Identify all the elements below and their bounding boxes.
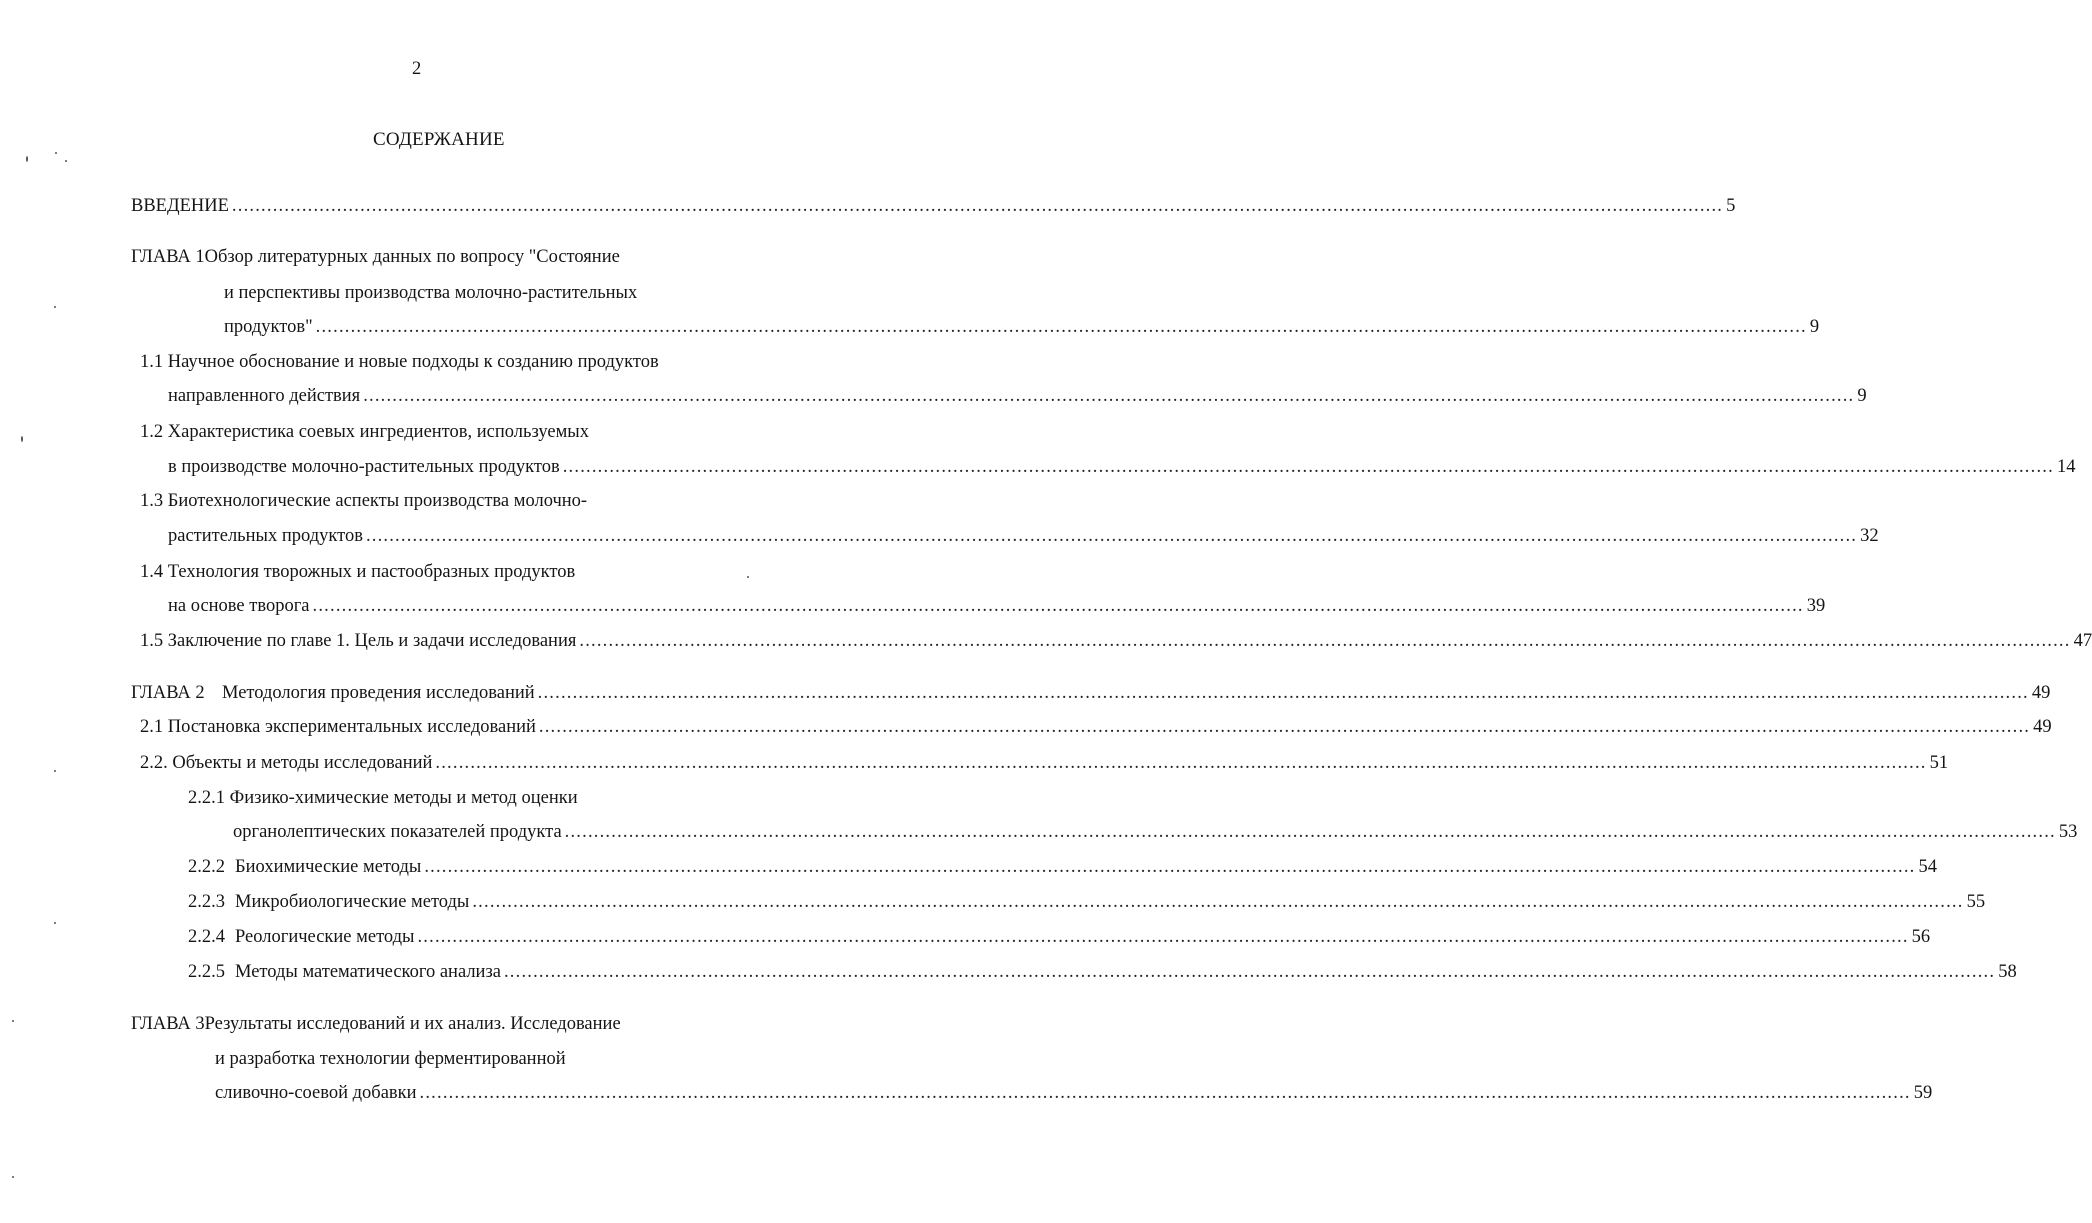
toc-entry-page: 5 (1726, 196, 1736, 216)
scan-speck (54, 770, 56, 772)
scan-speck (54, 922, 56, 924)
toc-entry-page: 59 (1913, 1083, 1933, 1103)
toc-entry-2-2-4[interactable] (188, 927, 1931, 947)
toc-entry-page: 55 (1966, 892, 1986, 912)
leader-dots: ................................................................................................................................................................................................................................................................ (562, 457, 2054, 477)
leader-dots: ................................................................................................................................................................................................................................................................ (579, 631, 2071, 651)
toc-entry-title: Реологические методы (235, 927, 415, 947)
leader-dots: ................................................................................................................................................................................................................................................................ (564, 822, 2056, 842)
toc-entry-title: сливочно-соевой добавки (215, 1083, 417, 1103)
leader-dots: ................................................................................................................................................................................................................................................................ (435, 753, 1927, 773)
scan-speck (55, 152, 57, 154)
leader-dots: ................................................................................................................................................................................................................................................................ (419, 1083, 1911, 1103)
toc-chapter-3-heading[interactable] (131, 1015, 621, 1034)
chapter-title-line: Результаты исследований и их анализ. Исследование (204, 1014, 621, 1034)
toc-entry-intro[interactable] (131, 196, 1736, 216)
toc-entry-2-2-1[interactable] (233, 822, 2078, 842)
toc-entry-title-line: 1.3 Биотехнологические аспекты производства молочно- (140, 491, 588, 511)
toc-chapter-1-heading[interactable] (131, 248, 620, 267)
toc-entry-title-line: 1.4 Технология творожных и пастообразных продуктов (140, 562, 576, 582)
toc-entry-chapter-1[interactable] (224, 317, 1820, 337)
scan-speck (21, 436, 23, 442)
toc-entry-2-1[interactable] (140, 717, 2052, 737)
scan-speck (65, 160, 67, 162)
toc-entry-1-2[interactable] (168, 457, 2076, 477)
toc-entry-2-2-5[interactable] (188, 962, 2017, 982)
toc-entry-title: Методы математического анализа (235, 962, 501, 982)
toc-entry-1-3[interactable] (168, 526, 1879, 546)
toc-entry-title: продуктов" (224, 317, 313, 337)
toc-entry-title-line: 2.2.1 Физико-химические методы и метод оценки (188, 788, 578, 808)
toc-entry-title: Методология проведения исследований (222, 683, 535, 703)
toc-entry-page: 39 (1806, 596, 1826, 616)
toc-entry-page: 47 (2073, 631, 2092, 651)
scan-speck (12, 1176, 14, 1178)
toc-entry-title: направленного действия (168, 386, 361, 406)
toc-entry-2-2-3[interactable] (188, 892, 1986, 912)
toc-entry-title: Микробиологические методы (235, 892, 470, 912)
toc-entry-page: 9 (1809, 317, 1820, 337)
toc-entry-page: 58 (1998, 962, 2017, 982)
toc-entry-page: 49 (2033, 717, 2052, 737)
section-number: 2.2.3 (188, 892, 225, 912)
leader-dots: ................................................................................................................................................................................................................................................................ (315, 317, 1807, 337)
toc-entry-title: органолептических показателей продукта (233, 822, 562, 842)
toc-entry-title: на основе творога (168, 596, 310, 616)
toc-entry-chapter-3[interactable] (215, 1083, 1933, 1103)
leader-dots: ................................................................................................................................................................................................................................................................ (503, 962, 1996, 982)
leader-dots: ................................................................................................................................................................................................................................................................ (538, 717, 2031, 737)
leader-dots: ................................................................................................................................................................................................................................................................ (424, 857, 1916, 877)
toc-entry-page: 14 (2056, 457, 2076, 477)
page-title: СОДЕРЖАНИЕ (373, 129, 505, 150)
toc-entry-page: 9 (1857, 386, 1867, 406)
chapter-label: ГЛАВА 2 (131, 683, 205, 703)
chapter-label: ГЛАВА 3 (131, 1014, 205, 1034)
toc-entry-page: 51 (1929, 753, 1949, 773)
toc-entry-title: 1.5 Заключение по главе 1. Цель и задачи исследования (140, 631, 577, 651)
toc-entry-1-4[interactable] (168, 596, 1826, 616)
leader-dots: ................................................................................................................................................................................................................................................................ (363, 386, 1855, 406)
chapter-label: ГЛАВА 1 (131, 247, 205, 267)
toc-entry-title: 2.1 Постановка экспериментальных исследований (140, 717, 536, 737)
toc-entry-title-line: 1.2 Характеристика соевых ингредиентов, используемых (140, 422, 589, 442)
toc-entry-page: 54 (1918, 857, 1938, 877)
toc-entry-1-5[interactable] (140, 631, 2092, 651)
toc-entry-title-line: 1.1 Научное обоснование и новые подходы к созданию продуктов (140, 352, 659, 372)
toc-entry-chapter-2[interactable] (131, 683, 2051, 703)
leader-dots: ................................................................................................................................................................................................................................................................ (417, 927, 1909, 947)
section-number: 2.2.2 (188, 857, 225, 877)
toc-entry-page: 49 (2031, 683, 2051, 703)
toc-entry-page: 53 (2058, 822, 2078, 842)
toc-entry-1-1[interactable] (168, 386, 1867, 406)
scan-speck (54, 306, 56, 308)
chapter-title-line: и перспективы производства молочно-растительных (224, 283, 638, 303)
toc-entry-2-2-2[interactable] (188, 857, 1938, 877)
toc-entry-page: 32 (1860, 526, 1879, 546)
toc-entry-title: в производстве молочно-растительных продуктов (168, 457, 560, 477)
scan-speck (12, 1020, 14, 1022)
scan-speck (26, 156, 28, 162)
toc-entry-title: 2.2. Объекты и методы исследований (140, 753, 433, 773)
toc-entry-title: Биохимические методы (235, 857, 422, 877)
scan-speck (747, 576, 749, 578)
leader-dots: ................................................................................................................................................................................................................................................................ (312, 596, 1804, 616)
page-number: 2 (412, 59, 422, 79)
chapter-title-line: и разработка технологии ферментированной (215, 1049, 566, 1069)
leader-dots: ................................................................................................................................................................................................................................................................ (472, 892, 1964, 912)
toc-entry-2-2[interactable] (140, 753, 1949, 773)
leader-dots: ................................................................................................................................................................................................................................................................ (231, 196, 1724, 216)
toc-entry-page: 56 (1911, 927, 1931, 947)
toc-entry-title: ВВЕДЕНИЕ (131, 196, 229, 216)
leader-dots: ................................................................................................................................................................................................................................................................ (365, 526, 1858, 546)
section-number: 2.2.5 (188, 962, 225, 982)
toc-entry-title: растительных продуктов (168, 526, 363, 546)
section-number: 2.2.4 (188, 927, 225, 947)
leader-dots: ................................................................................................................................................................................................................................................................ (537, 683, 2029, 703)
chapter-title-line: Обзор литературных данных по вопросу "Состояние (204, 247, 620, 267)
